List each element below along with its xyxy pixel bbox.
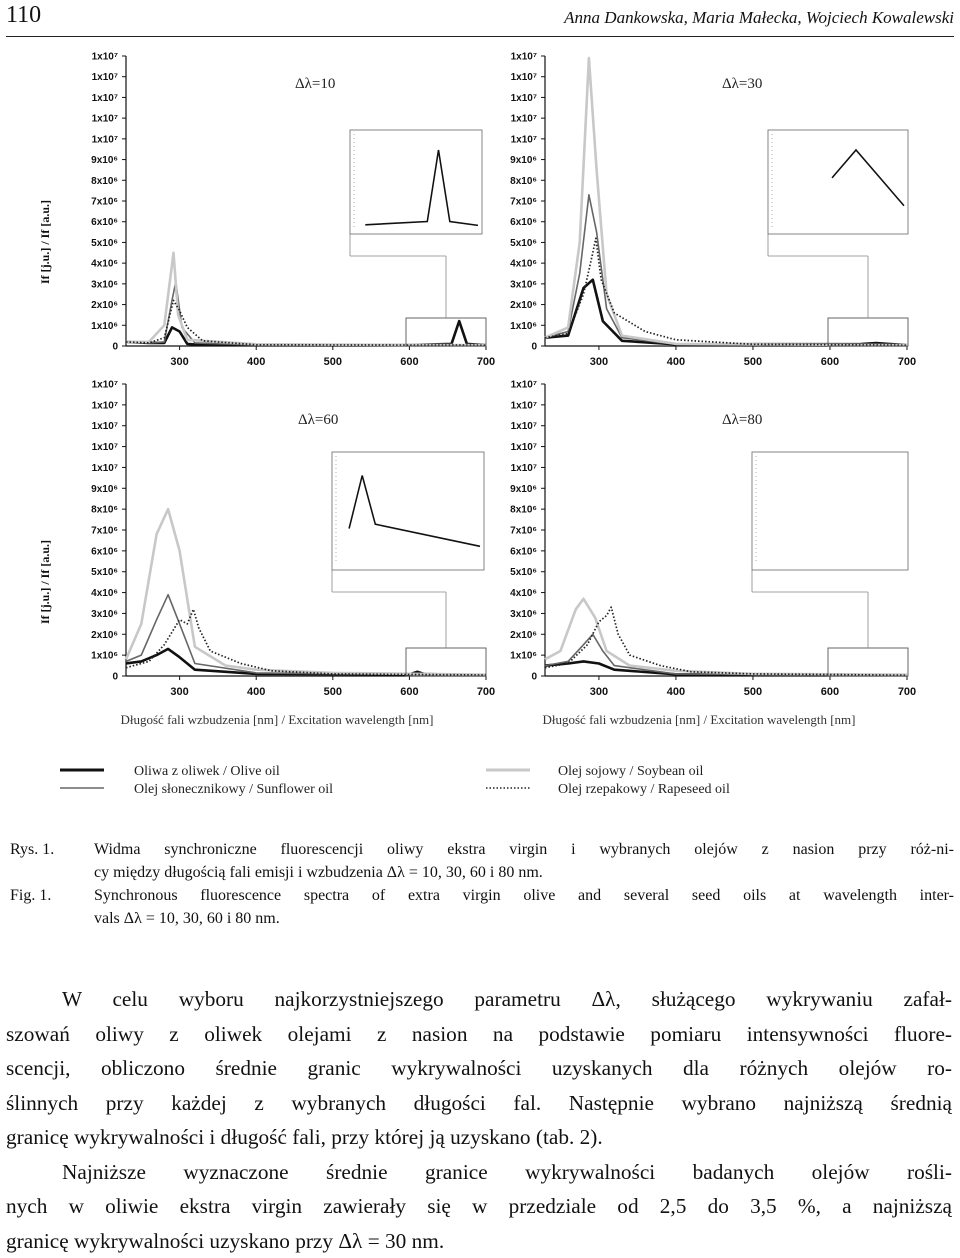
y-tick-label: 1x10⁷: [511, 114, 537, 125]
panel-label: Δλ=30: [722, 76, 762, 92]
caption-rys-label: Rys. 1.: [10, 838, 54, 861]
y-tick-label: 1x10⁷: [92, 93, 118, 104]
y-tick-label: 1x10⁷: [511, 442, 537, 453]
y-tick-label: 6x10⁶: [91, 217, 118, 228]
x-tick-label: 600: [400, 356, 418, 368]
y-tick-label: 3x10⁶: [91, 279, 118, 290]
panel-label: Δλ=10: [295, 76, 335, 92]
fluorescence-figure: [0, 44, 960, 814]
zoom-region-box: [828, 318, 908, 346]
series-line-olive: [126, 321, 486, 345]
y-tick-label: 1x10⁷: [92, 463, 118, 474]
x-tick-label: 400: [667, 356, 685, 368]
inset-frame: [768, 130, 908, 234]
y-tick-label: 7x10⁶: [510, 526, 537, 537]
x-tick-label: 500: [324, 356, 342, 368]
y-tick-label: 2x10⁶: [510, 300, 537, 311]
y-tick-label: 0: [112, 672, 118, 683]
y-tick-label: 1x10⁷: [511, 52, 537, 63]
y-tick-label: 9x10⁶: [91, 484, 118, 495]
running-authors: Anna Dankowska, Maria Małecka, Wojciech Kowalewski: [564, 8, 954, 28]
y-tick-label: 5x10⁶: [91, 567, 118, 578]
zoom-region-box: [406, 318, 486, 346]
y-tick-label: 1x10⁶: [91, 321, 118, 332]
y-tick-label: 7x10⁶: [91, 197, 118, 208]
y-tick-label: 1x10⁷: [92, 442, 118, 453]
paragraph-1-line: ślinnych przy każdej z wybranych długości fal. Następnie wybrano najniższą średnią: [6, 1086, 952, 1121]
inset-frame: [332, 452, 484, 570]
y-tick-label: 6x10⁶: [91, 546, 118, 557]
y-tick-label: 9x10⁶: [510, 484, 537, 495]
y-tick-label: 1x10⁶: [91, 651, 118, 662]
page-number: 110: [6, 2, 41, 29]
caption-en-line1: Synchronous fluorescence spectra of extra virgin olive and several seed oils at wavelength inter-: [94, 884, 954, 907]
y-tick-label: 9x10⁶: [510, 155, 537, 166]
series-line-sunflower: [126, 595, 486, 675]
paragraph-1-line: szowań oliwy z oliwek olejami z nasion na podstawie pomiaru intensywności fluore-: [6, 1017, 952, 1052]
y-tick-label: 4x10⁶: [91, 259, 118, 270]
y-tick-label: 1x10⁷: [511, 72, 537, 83]
y-axis-label-bottom: If [j.u.] / If [a.u.]: [38, 540, 52, 624]
y-tick-label: 1x10⁷: [92, 72, 118, 83]
x-tick-label: 600: [821, 686, 839, 698]
y-tick-label: 7x10⁶: [91, 526, 118, 537]
y-tick-label: 2x10⁶: [91, 300, 118, 311]
zoom-region-box: [828, 648, 908, 676]
paragraph-2-line: nych w oliwie ekstra virgin zawierały się w przedziale od 2,5 do 3,5 %, a najniższą: [6, 1189, 952, 1224]
y-tick-label: 1x10⁷: [92, 400, 118, 411]
x-tick-label: 500: [744, 356, 762, 368]
legend-label-sunflower: Olej słonecznikowy / Sunflower oil: [134, 782, 333, 797]
y-tick-label: 8x10⁶: [91, 505, 118, 516]
running-header: [6, 0, 954, 37]
caption-pl-line2: cy między długością fali emisji i wzbudzenia Δλ = 10, 30, 60 i 80 nm.: [94, 861, 954, 884]
y-tick-label: 1x10⁷: [92, 421, 118, 432]
y-tick-label: 1x10⁶: [510, 321, 537, 332]
panel-label: Δλ=80: [722, 412, 762, 428]
legend-label-olive: Oliwa z oliwek / Olive oil: [134, 764, 280, 779]
x-tick-label: 500: [744, 686, 762, 698]
inset-frame: [350, 130, 482, 234]
y-tick-label: 4x10⁶: [510, 259, 537, 270]
y-tick-label: 5x10⁶: [91, 238, 118, 249]
y-tick-label: 8x10⁶: [91, 176, 118, 187]
x-tick-label: 700: [477, 686, 495, 698]
y-tick-label: 1x10⁶: [510, 651, 537, 662]
x-tick-label: 500: [324, 686, 342, 698]
legend-label-soybean: Olej sojowy / Soybean oil: [558, 764, 704, 779]
x-tick-label: 400: [247, 686, 265, 698]
y-tick-label: 1x10⁷: [92, 134, 118, 145]
y-tick-label: 4x10⁶: [91, 588, 118, 599]
series-line-rapeseed: [126, 609, 486, 675]
legend: [60, 764, 730, 797]
y-tick-label: 0: [112, 342, 118, 353]
y-tick-label: 1x10⁷: [511, 400, 537, 411]
x-tick-label: 600: [400, 686, 418, 698]
y-tick-label: 0: [531, 342, 537, 353]
x-tick-label: 400: [667, 686, 685, 698]
inset-frame: [752, 452, 908, 570]
y-tick-label: 1x10⁷: [511, 134, 537, 145]
y-tick-label: 0: [531, 672, 537, 683]
y-tick-label: 1x10⁷: [511, 93, 537, 104]
y-tick-label: 2x10⁶: [510, 630, 537, 641]
caption-fig-label: Fig. 1.: [10, 884, 51, 907]
series-line-sunflower: [545, 634, 907, 675]
y-tick-label: 3x10⁶: [91, 609, 118, 620]
paragraph-1-line: scencji, obliczono średnie granic wykrywalności uzyskanych dla różnych olejów ro-: [6, 1051, 952, 1086]
paragraph-1-line: granicę wykrywalności i długość fali, przy której ją uzyskano (tab. 2).: [6, 1120, 952, 1155]
x-tick-label: 700: [477, 356, 495, 368]
x-tick-label: 300: [170, 686, 188, 698]
caption-pl-line1: Widma synchroniczne fluorescencji oliwy ekstra virgin i wybranych olejów z nasion przy róż-ni-: [94, 838, 954, 861]
y-tick-label: 1x10⁷: [511, 380, 537, 391]
y-tick-label: 6x10⁶: [510, 546, 537, 557]
x-tick-label: 300: [170, 356, 188, 368]
x-tick-label: 600: [821, 356, 839, 368]
legend-label-rapeseed: Olej rzepakowy / Rapeseed oil: [558, 782, 730, 797]
x-axis-label-right: Długość fali wzbudzenia [nm] / Excitation wavelength [nm]: [543, 712, 856, 727]
y-tick-label: 1x10⁷: [92, 52, 118, 63]
y-tick-label: 5x10⁶: [510, 238, 537, 249]
series-line-olive: [545, 280, 907, 346]
y-tick-label: 1x10⁷: [92, 380, 118, 391]
panel-label: Δλ=60: [298, 412, 338, 428]
y-tick-label: 1x10⁷: [92, 114, 118, 125]
x-tick-label: 700: [898, 356, 916, 368]
figure-caption: [0, 838, 960, 930]
y-tick-label: 7x10⁶: [510, 197, 537, 208]
y-axis-label-top: If [j.u.] / If [a.u.]: [38, 200, 52, 284]
paragraph-2-line: granicę wykrywalności uzyskano przy Δλ = 30 nm.: [6, 1224, 952, 1258]
y-tick-label: 9x10⁶: [91, 155, 118, 166]
x-tick-label: 300: [590, 686, 608, 698]
x-tick-label: 700: [898, 686, 916, 698]
y-tick-label: 1x10⁷: [511, 421, 537, 432]
y-tick-label: 2x10⁶: [91, 630, 118, 641]
y-tick-label: 8x10⁶: [510, 176, 537, 187]
y-tick-label: 1x10⁷: [511, 463, 537, 474]
paragraph-1-line: W celu wyboru najkorzystniejszego parametru Δλ, służącego wykrywaniu zafał-: [6, 982, 952, 1017]
x-tick-label: 400: [247, 356, 265, 368]
caption-en-line2: vals Δλ = 10, 30, 60 i 80 nm.: [94, 907, 954, 930]
x-axis-label-left: Długość fali wzbudzenia [nm] / Excitation wavelength [nm]: [121, 712, 434, 727]
y-tick-label: 4x10⁶: [510, 588, 537, 599]
x-tick-label: 300: [590, 356, 608, 368]
y-tick-label: 3x10⁶: [510, 609, 537, 620]
body-text: [6, 982, 952, 1258]
y-tick-label: 8x10⁶: [510, 505, 537, 516]
paragraph-2-line: Najniższe wyznaczone średnie granice wykrywalności badanych olejów rośli-: [6, 1155, 952, 1190]
y-tick-label: 5x10⁶: [510, 567, 537, 578]
y-tick-label: 6x10⁶: [510, 217, 537, 228]
y-tick-label: 3x10⁶: [510, 279, 537, 290]
